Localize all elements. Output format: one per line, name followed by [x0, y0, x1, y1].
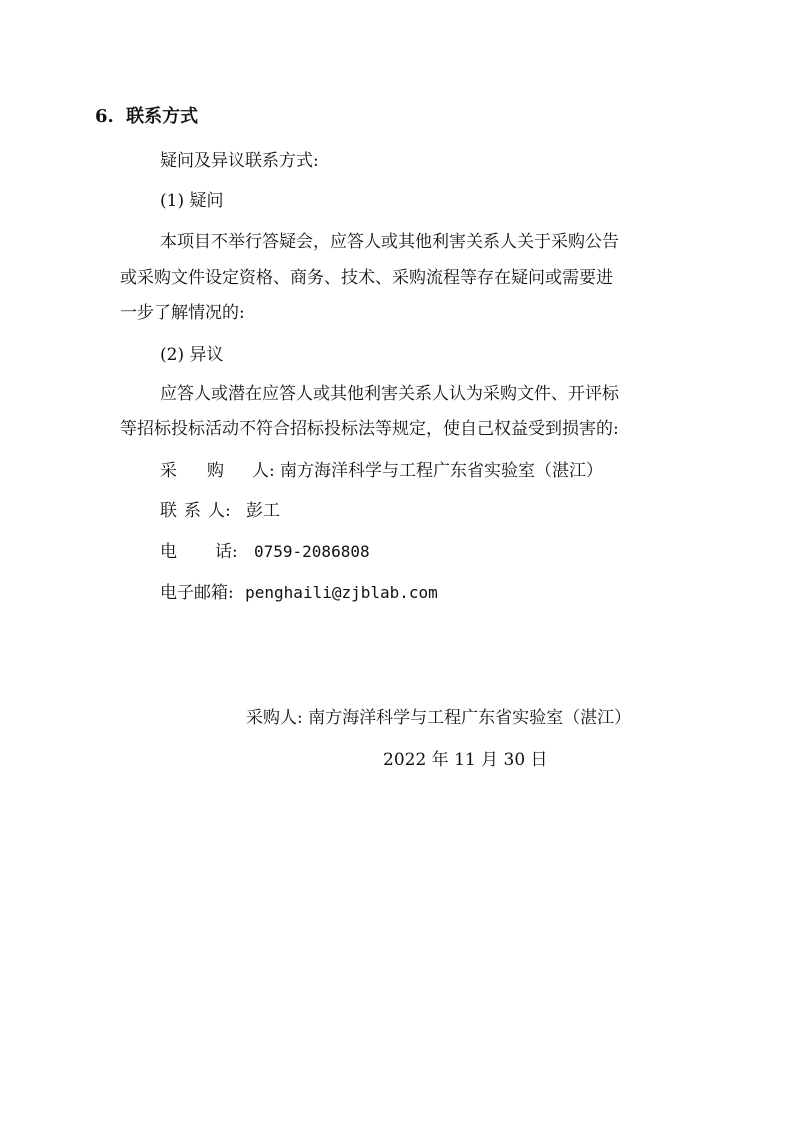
questions-body-line-1: 本项目不举行答疑会，应答人或其他利害关系人关于采购公告 [160, 232, 619, 252]
contact-person-value: 彭工 [246, 501, 280, 521]
phone-value: 0759-2086808 [254, 542, 370, 561]
section-heading [95, 106, 198, 128]
signature-date: 2022 年 11 月 30 日 [383, 750, 548, 770]
contact-person-label: 联 系 人: [160, 501, 231, 521]
section-number: 6. [95, 106, 114, 127]
email-value[interactable]: penghaili@zjblab.com [245, 583, 438, 602]
questions-body-line-3: 一步了解情况的: [120, 303, 245, 323]
objections-body-line-1: 应答人或潜在应答人或其他利害关系人认为采购文件、开评标 [160, 384, 619, 404]
questions-body-line-2: 或采购文件设定资格、商务、技术、采购流程等存在疑问或需要进 [120, 268, 613, 288]
contact-phone-row [160, 541, 370, 563]
intro-text: 疑问及异议联系方式: [160, 151, 319, 171]
questions-label: (1) 疑问 [160, 191, 224, 211]
contact-purchaser-row [160, 460, 603, 482]
objections-label: (2) 异议 [160, 345, 224, 365]
signature-purchaser: 采购人: 南方海洋科学与工程广东省实验室（湛江） [246, 708, 632, 728]
section-title: 联系方式 [126, 106, 199, 127]
contact-person-row [160, 500, 280, 522]
phone-label: 电 话: [160, 542, 238, 562]
email-label: 电子邮箱: [160, 583, 234, 603]
objections-body-line-2: 等招标投标活动不符合招标投标法等规定，使自己权益受到损害的: [120, 419, 619, 439]
purchaser-value: 南方海洋科学与工程广东省实验室（湛江） [280, 461, 603, 481]
contact-email-row [160, 582, 438, 604]
purchaser-label: 采 购 人: [160, 461, 275, 481]
